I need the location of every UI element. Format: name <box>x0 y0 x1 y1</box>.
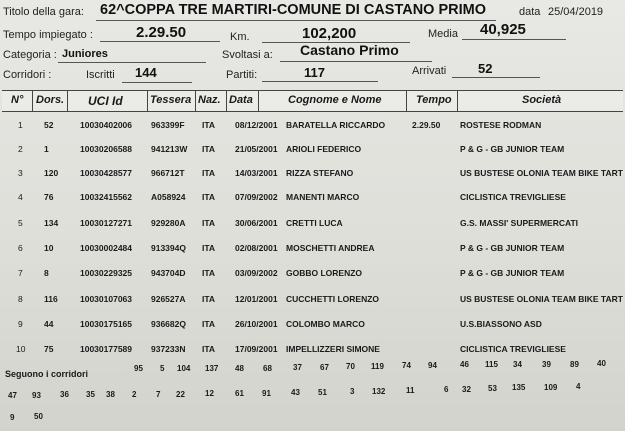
row-pos: 2 <box>18 144 23 154</box>
row-nome: RIZZA STEFANO <box>286 168 354 178</box>
row-pos: 7 <box>18 268 23 278</box>
table-row <box>0 168 625 188</box>
row-naz: ITA <box>202 192 216 202</box>
row-societa: G.S. MASSI' SUPERMERCATI <box>460 218 579 228</box>
col-dors: Dors. <box>36 94 65 106</box>
bib-number: 5 <box>160 364 165 373</box>
row-societa: ROSTESE RODMAN <box>460 120 542 130</box>
table-row <box>0 344 625 364</box>
media-underline <box>462 39 566 40</box>
registered-label: Iscritti <box>86 69 115 81</box>
bib-number: 37 <box>293 363 302 372</box>
results-table-header <box>2 90 623 112</box>
bib-number: 68 <box>263 364 272 373</box>
bib-number: 119 <box>371 362 384 371</box>
bib-number: 137 <box>205 364 219 373</box>
row-uci: 10030175165 <box>80 319 133 329</box>
bib-number: 11 <box>406 386 415 395</box>
bib-number: 95 <box>134 364 143 373</box>
row-pos: 3 <box>18 168 23 178</box>
bib-number: 40 <box>597 359 606 368</box>
row-data: 30/06/2001 <box>235 218 278 228</box>
row-pos: 10 <box>16 344 26 354</box>
row-data: 21/05/2001 <box>235 144 278 154</box>
row-nome: CUCCHETTI LORENZO <box>286 294 380 304</box>
bib-number: 53 <box>488 384 497 393</box>
row-naz: ITA <box>202 218 216 228</box>
row-nome: GOBBO LORENZO <box>286 268 363 278</box>
row-tessera: 941213W <box>151 144 188 154</box>
col-tempo: Tempo <box>416 94 452 106</box>
row-dors: 8 <box>44 268 49 278</box>
bib-number: 109 <box>544 383 558 392</box>
date-label: data <box>519 6 541 18</box>
following-riders-label: Seguono i corridori <box>5 369 89 379</box>
category-underline <box>58 62 206 63</box>
row-naz: ITA <box>202 344 216 354</box>
location-label: Svoltasi a: <box>222 49 273 61</box>
row-tessera: 937233N <box>151 344 186 354</box>
col-naz: Naz. <box>198 94 221 106</box>
row-uci: 10030428577 <box>80 168 133 178</box>
row-tessera: 943704D <box>151 268 186 278</box>
table-row <box>0 268 625 288</box>
bib-number: 48 <box>235 364 244 373</box>
started-label: Partiti: <box>226 69 258 81</box>
row-nome: COLOMBO MARCO <box>286 319 365 329</box>
row-nome: MOSCHETTI ANDREA <box>286 243 375 253</box>
title-underline <box>96 20 496 21</box>
row-data: 12/01/2001 <box>235 294 278 304</box>
row-societa: CICLISTICA TREVIGLIESE <box>460 192 566 202</box>
table-row <box>0 243 625 263</box>
row-pos: 8 <box>18 294 23 304</box>
row-societa: US BUSTESE OLONIA TEAM BIKE TART <box>460 168 623 178</box>
bib-number: 32 <box>462 385 471 394</box>
row-dors: 44 <box>44 319 54 329</box>
arrived-count: 52 <box>478 61 493 76</box>
col-divider <box>226 91 227 111</box>
row-data: 08/12/2001 <box>235 120 278 130</box>
row-tessera: 913394Q <box>151 243 186 253</box>
bib-number: 6 <box>444 385 449 394</box>
row-tempo: 2.29.50 <box>412 120 441 130</box>
race-title: 62^COPPA TRE MARTIRI-COMUNE DI CASTANO PRIMO <box>100 2 487 18</box>
bib-number: 74 <box>402 361 411 370</box>
bib-number: 89 <box>570 360 579 369</box>
row-uci: 10030177589 <box>80 344 133 354</box>
row-nome: IMPELLIZZERI SIMONE <box>286 344 380 354</box>
row-nome: MANENTI MARCO <box>286 192 360 202</box>
col-divider <box>258 91 259 111</box>
col-uci: UCI Id <box>88 94 123 108</box>
row-tessera: 936682Q <box>151 319 186 329</box>
row-tessera: 929280A <box>151 218 186 228</box>
row-pos: 9 <box>18 319 23 329</box>
row-dors: 75 <box>44 344 54 354</box>
row-nome: CRETTI LUCA <box>286 218 343 228</box>
row-societa: CICLISTICA TREVIGLIESE <box>460 344 566 354</box>
row-dors: 76 <box>44 192 54 202</box>
time-underline <box>100 41 220 42</box>
bib-number: 135 <box>512 383 526 392</box>
row-data: 02/08/2001 <box>235 243 278 253</box>
col-divider <box>406 91 407 111</box>
row-societa: P & G - GB JUNIOR TEAM <box>460 243 565 253</box>
riders-label: Corridori : <box>3 69 52 81</box>
bib-number: 4 <box>576 382 581 391</box>
table-row <box>0 218 625 238</box>
table-row <box>0 319 625 339</box>
col-societa: Società <box>522 94 562 106</box>
row-data: 14/03/2001 <box>235 168 278 178</box>
row-societa: U.S.BIASSONO ASD <box>460 319 542 329</box>
row-naz: ITA <box>202 268 216 278</box>
bib-number: 91 <box>262 389 271 398</box>
bib-number: 2 <box>132 390 137 399</box>
row-naz: ITA <box>202 243 216 253</box>
race-date: 25/04/2019 <box>548 6 604 18</box>
row-tessera: 963399F <box>151 120 185 130</box>
bib-number: 115 <box>485 360 498 369</box>
row-nome: BARATELLA RICCARDO <box>286 120 386 130</box>
started-count: 117 <box>304 65 325 80</box>
km-label: Km. <box>230 31 250 43</box>
bib-number: 7 <box>156 390 161 399</box>
row-uci: 10032415562 <box>80 192 133 202</box>
race-km: 102,200 <box>302 25 357 42</box>
table-row <box>0 144 625 164</box>
row-uci: 10030107063 <box>80 294 133 304</box>
table-row <box>0 294 625 314</box>
bib-number: 38 <box>106 390 115 399</box>
registered-count: 144 <box>135 65 157 80</box>
bib-number: 39 <box>542 360 551 369</box>
row-uci: 10030402006 <box>80 120 133 130</box>
bib-number: 47 <box>8 391 17 400</box>
row-societa: P & G - GB JUNIOR TEAM <box>460 144 565 154</box>
bib-number: 67 <box>320 363 329 372</box>
row-pos: 6 <box>18 243 23 253</box>
bib-number: 51 <box>318 388 327 397</box>
bib-number: 104 <box>177 364 191 373</box>
row-dors: 10 <box>44 243 54 253</box>
row-tessera: 926527A <box>151 294 186 304</box>
col-tessera: Tessera <box>150 94 192 106</box>
row-naz: ITA <box>202 120 216 130</box>
col-data: Data <box>229 94 253 106</box>
table-row <box>0 120 625 140</box>
bib-number: 34 <box>513 360 522 369</box>
started-underline <box>262 81 378 82</box>
bib-number: 61 <box>235 389 244 398</box>
bib-number: 70 <box>346 362 355 371</box>
col-divider <box>195 91 196 111</box>
arrived-label: Arrivati <box>412 65 447 77</box>
row-uci: 10030229325 <box>80 268 133 278</box>
row-data: 07/09/2002 <box>235 192 278 202</box>
row-tessera: 966712T <box>151 168 185 178</box>
media-label: Media <box>428 28 458 40</box>
bib-number: 50 <box>34 412 43 421</box>
row-dors: 120 <box>44 168 59 178</box>
race-location: Castano Primo <box>300 42 399 58</box>
table-row <box>0 192 625 212</box>
row-uci: 10030127271 <box>80 218 133 228</box>
title-label: Titolo della gara: <box>3 6 84 18</box>
registered-underline <box>122 82 192 83</box>
col-divider <box>147 91 148 111</box>
col-divider <box>67 91 68 111</box>
row-societa: P & G - GB JUNIOR TEAM <box>460 268 565 278</box>
row-naz: ITA <box>202 319 216 329</box>
race-media: 40,925 <box>480 21 526 38</box>
category-label: Categoria : <box>3 49 57 61</box>
bib-number: 93 <box>32 391 41 400</box>
row-naz: ITA <box>202 294 216 304</box>
race-time: 2.29.50 <box>136 24 187 41</box>
bib-number: 22 <box>176 390 185 399</box>
row-nome: ARIOLI FEDERICO <box>286 144 362 154</box>
bib-number: 43 <box>291 388 300 397</box>
row-uci: 10030206588 <box>80 144 133 154</box>
bib-number: 94 <box>428 361 437 370</box>
row-tessera: A058924 <box>151 192 186 202</box>
row-naz: ITA <box>202 168 216 178</box>
bib-number: 9 <box>10 413 15 422</box>
row-dors: 134 <box>44 218 59 228</box>
bib-number: 12 <box>205 389 214 398</box>
row-dors: 116 <box>44 294 58 304</box>
bib-number: 36 <box>60 390 69 399</box>
col-pos: N° <box>11 94 24 106</box>
row-data: 03/09/2002 <box>235 268 278 278</box>
bib-number: 46 <box>460 360 469 369</box>
location-underline <box>280 61 432 62</box>
col-divider <box>457 91 458 111</box>
arrived-underline <box>452 77 540 78</box>
bib-number: 35 <box>86 390 95 399</box>
col-divider <box>32 91 33 111</box>
row-data: 17/09/2001 <box>235 344 278 354</box>
time-label: Tempo impiegato : <box>3 29 93 41</box>
row-dors: 1 <box>44 144 49 154</box>
row-societa: US BUSTESE OLONIA TEAM BIKE TART <box>460 294 623 304</box>
row-pos: 4 <box>18 192 23 202</box>
bib-number: 3 <box>350 387 355 396</box>
race-category: Juniores <box>62 48 108 60</box>
row-naz: ITA <box>202 144 216 154</box>
row-data: 26/10/2001 <box>235 319 278 329</box>
bib-number: 132 <box>372 387 386 396</box>
row-uci: 10030002484 <box>80 243 133 253</box>
row-pos: 5 <box>18 218 23 228</box>
col-nome: Cognome e Nome <box>288 94 382 106</box>
row-dors: 52 <box>44 120 54 130</box>
row-pos: 1 <box>18 120 23 130</box>
